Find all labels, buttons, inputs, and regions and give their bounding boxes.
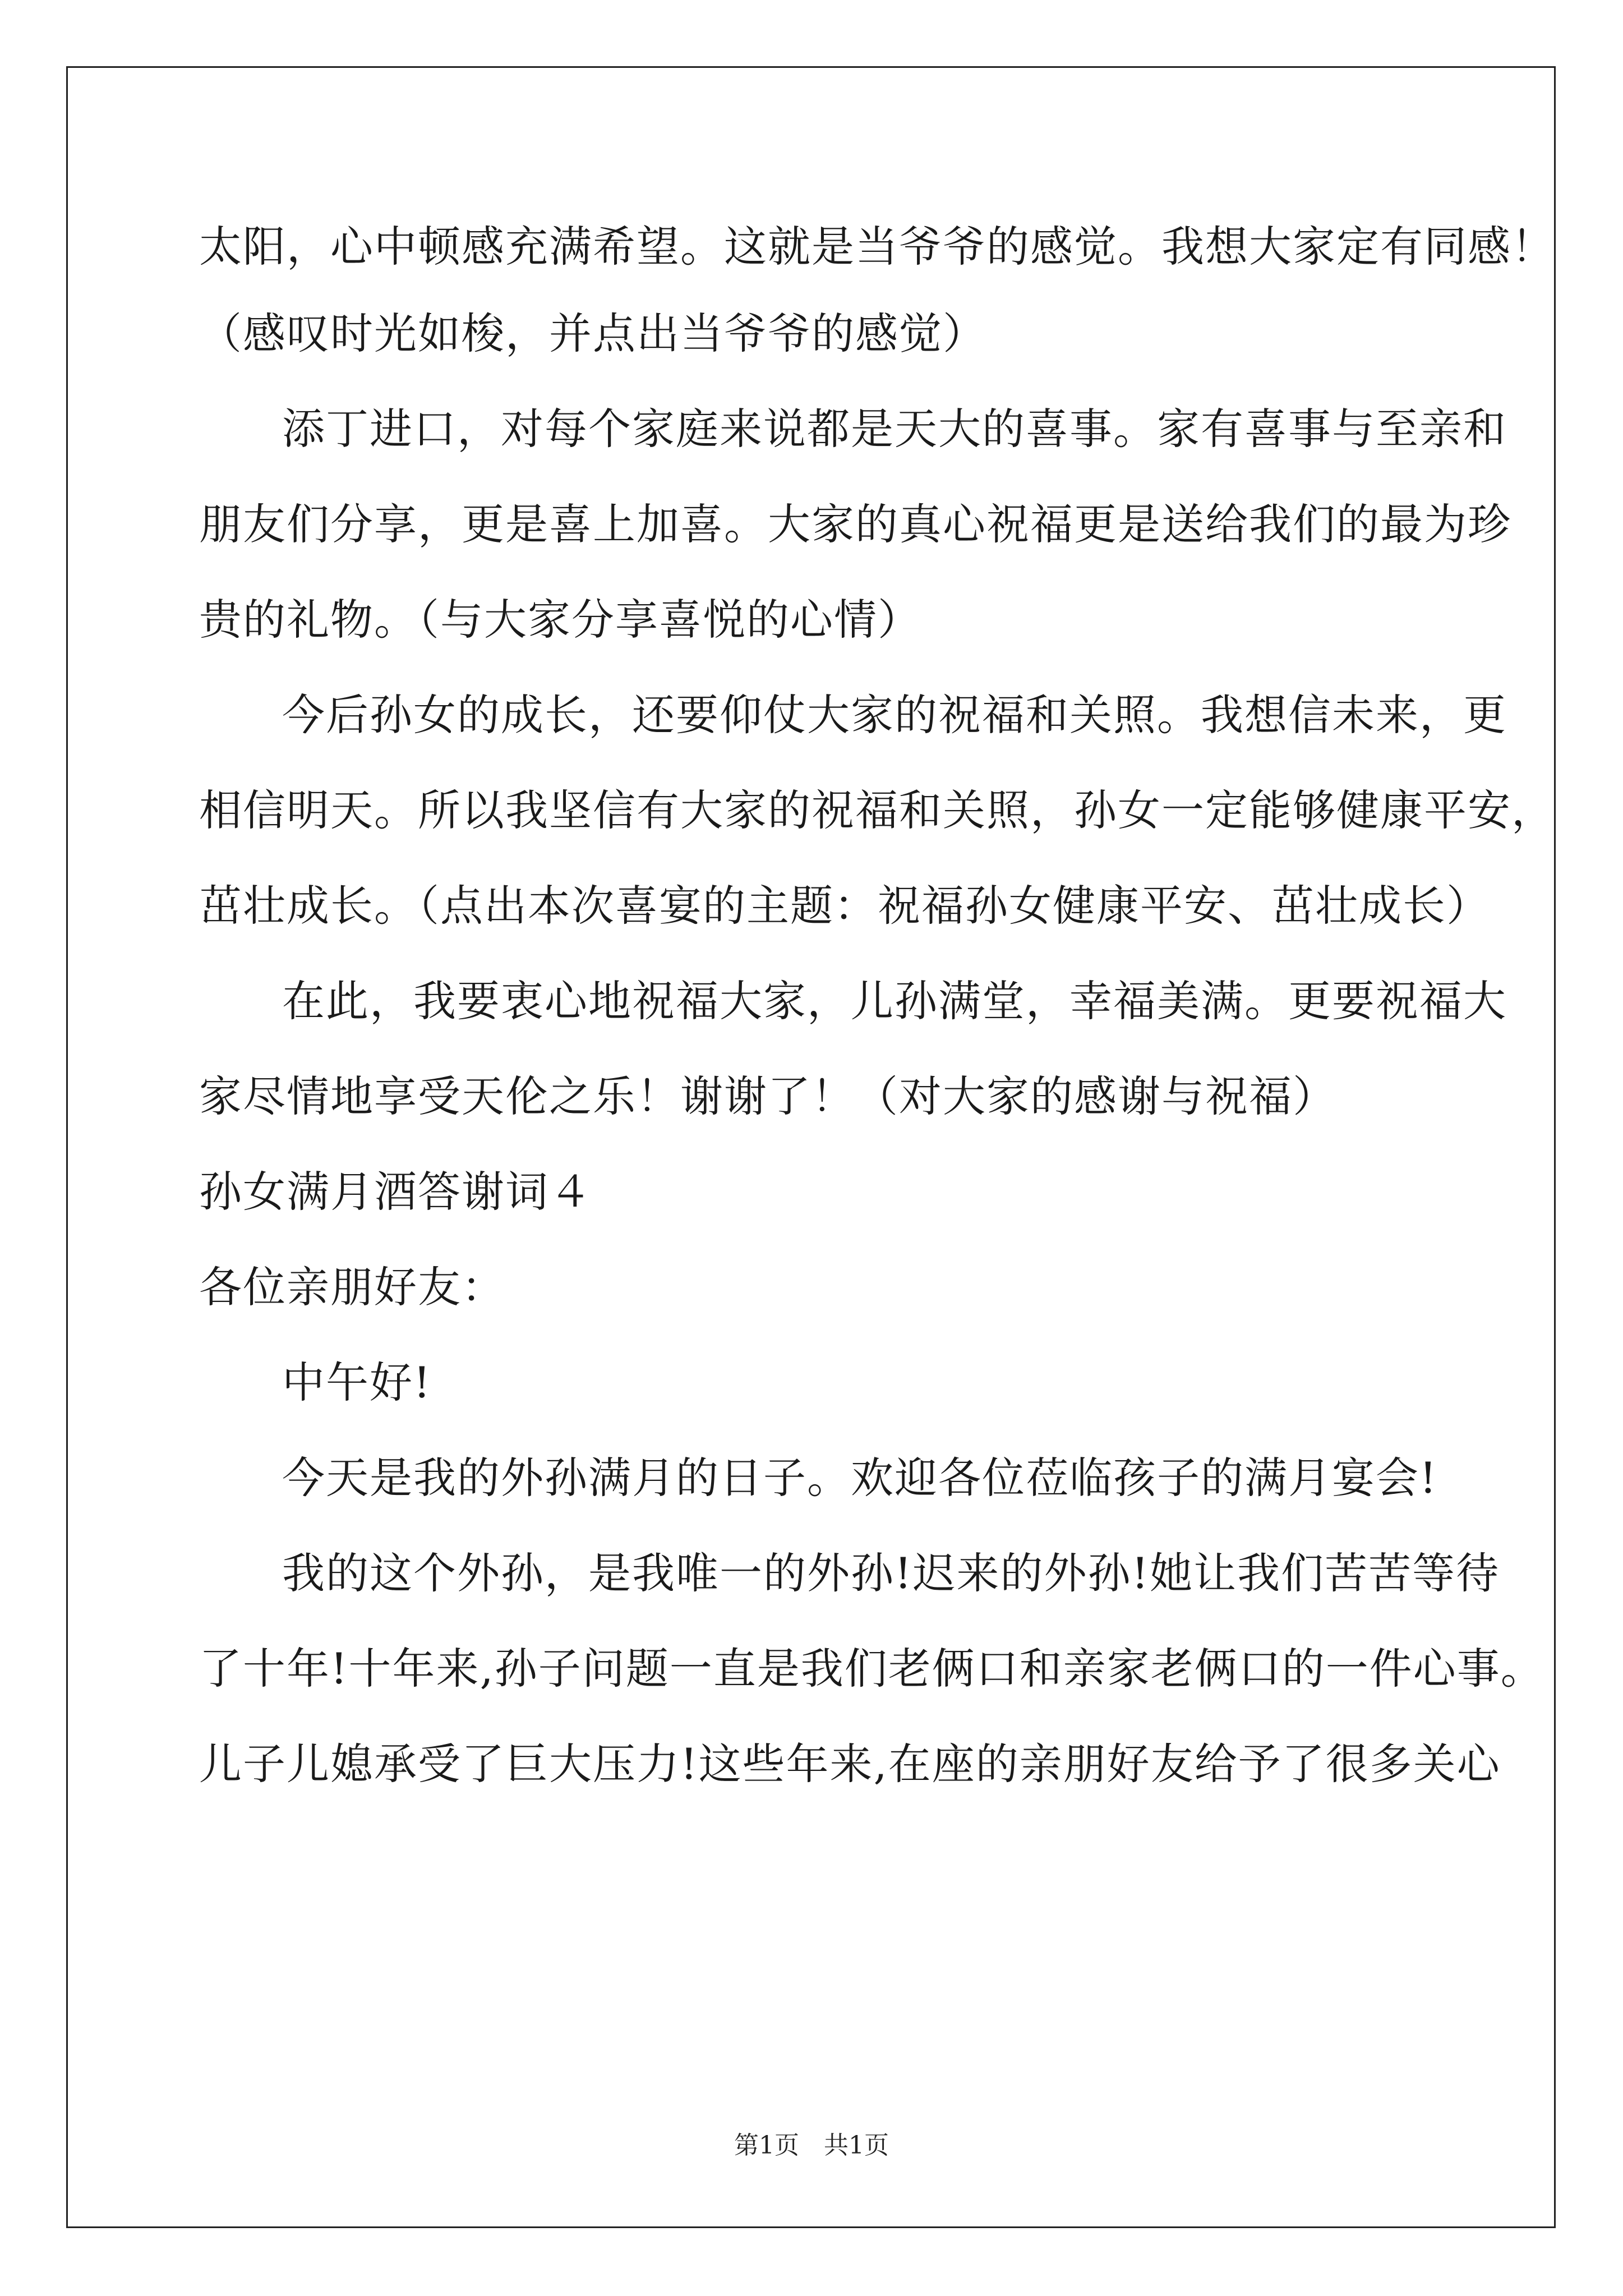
text-line: 朋友们分享，更是喜上加喜。大家的真心祝福更是送给我们的最为珍 [199, 499, 1511, 549]
text-line: 儿子儿媳承受了巨大压力!这些年来,在座的亲朋好友给予了很多关心 [199, 1739, 1501, 1789]
text-line: 相信明天。所以我坚信有大家的祝福和关照，孙女一定能够健康平安， [199, 785, 1555, 835]
text-line: 贵的礼物。（与大家分享喜悦的心情） [199, 595, 921, 645]
text-line: 今后孙女的成长，还要仰仗大家的祝福和关照。我想信未来，更 [282, 690, 1507, 740]
text-line: 太阳，心中顿感充满希望。这就是当爷爷的感觉。我想大家定有同感！ [199, 222, 1555, 272]
page-border [66, 66, 1556, 2228]
text-line: 茁壮成长。（点出本次喜宴的主题：祝福孙女健康平安、茁壮成长） [199, 881, 1490, 931]
text-line: 在此，我要衷心地祝福大家，儿孙满堂，幸福美满。更要祝福大 [282, 976, 1507, 1026]
greeting: 中午好! [282, 1358, 432, 1407]
text-line: （感叹时光如梭，并点出当爷爷的感觉） [199, 309, 986, 358]
text-line: 今天是我的外孙满月的日子。欢迎各位莅临孩子的满月宴会! [282, 1453, 1438, 1503]
salutation: 各位亲朋好友： [199, 1262, 505, 1312]
text-line: 家尽情地享受天伦之乐！谢谢了！（对大家的感谢与祝福） [199, 1071, 1336, 1121]
text-line: 了十年!十年来,孙子问题一直是我们老俩口和亲家老俩口的一件心事。 [199, 1644, 1544, 1694]
text-line: 我的这个外孙，是我唯一的外孙!迟来的外孙!她让我们苦苦等待 [282, 1548, 1500, 1598]
text-line: 添丁进口，对每个家庭来说都是天大的喜事。家有喜事与至亲和 [282, 404, 1507, 454]
section-heading: 孙女满月酒答谢词４ [199, 1167, 593, 1217]
page-number-footer: 第1页 共1页 [734, 2131, 889, 2160]
